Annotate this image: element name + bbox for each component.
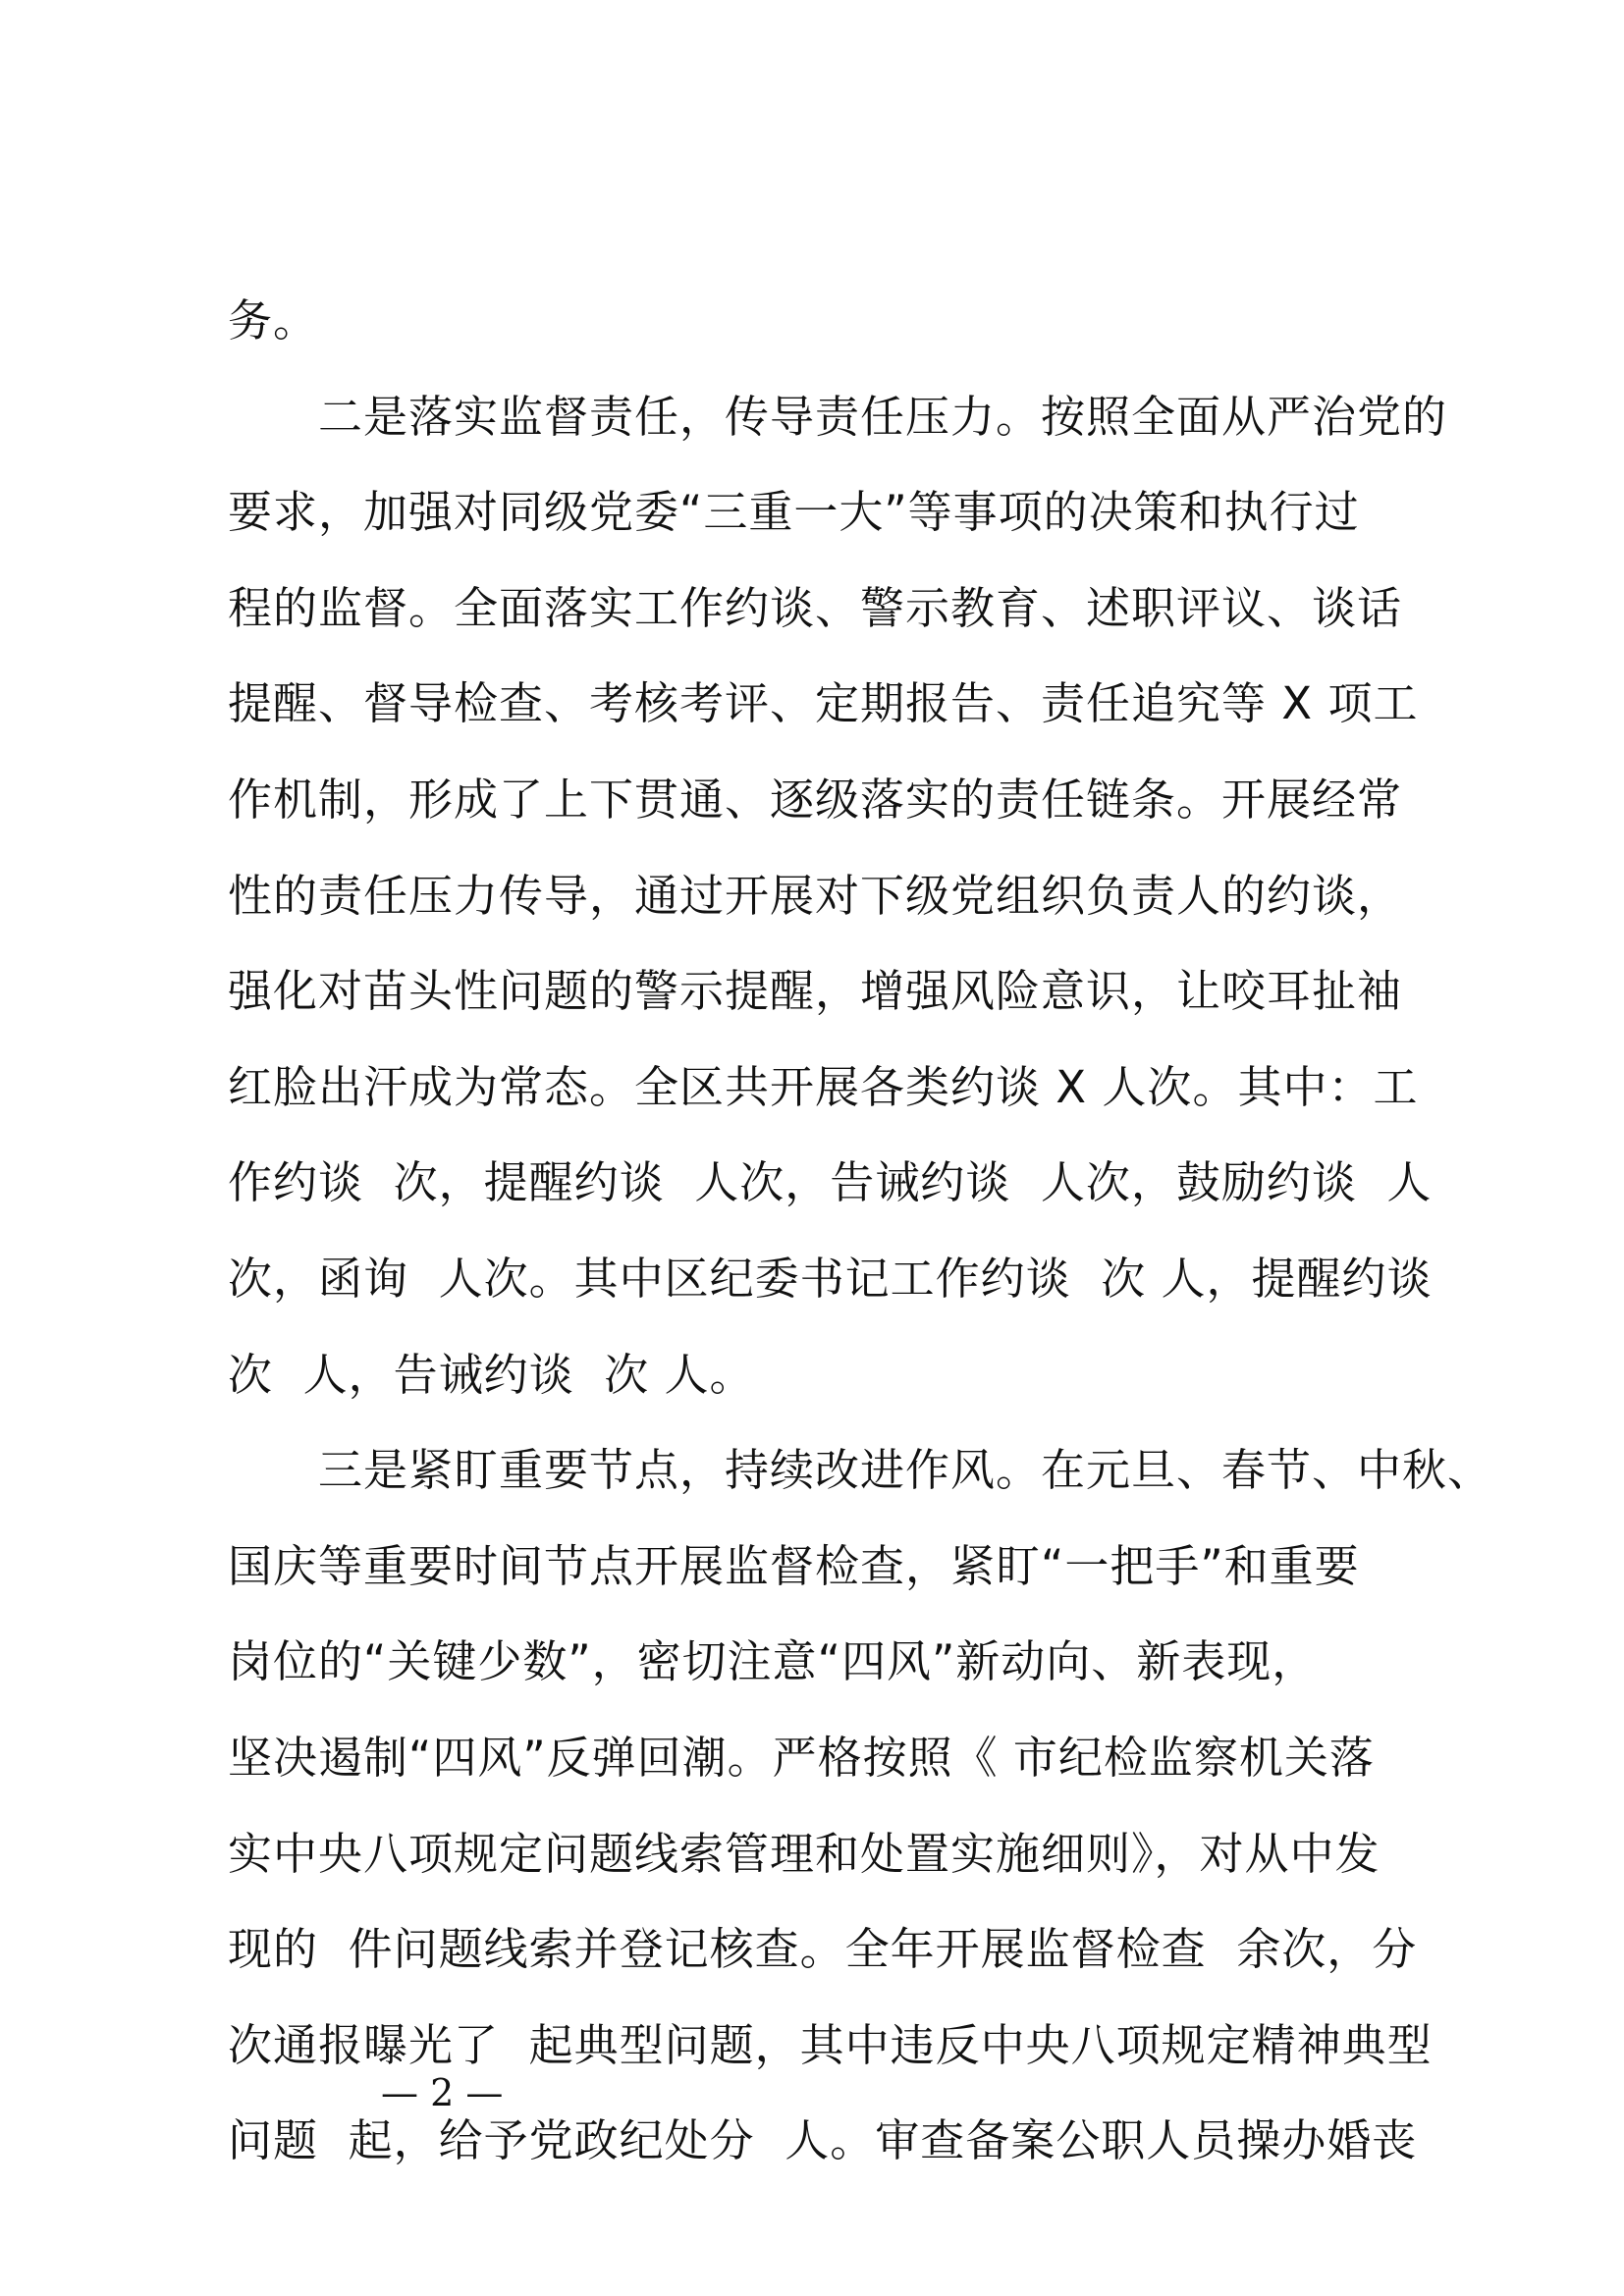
text-line: 作机制，形成了上下贯通、逐级落实的责任链条。开展经常 [228, 773, 1403, 826]
text-line: 次 人，告诫约谈 次 人。 [228, 1348, 755, 1401]
text-line: 坚决遏制“四风”反弹回潮。严格按照《 市纪检监察机关落 [228, 1731, 1375, 1784]
text-line: 次，函询 人次。其中区纪委书记工作约谈 次 人，提醒约谈 [228, 1252, 1433, 1305]
text-line: 提醒、督导检查、考核考评、定期报告、责任追究等 X 项工 [228, 677, 1419, 730]
page-number: — 2 — [381, 2071, 504, 2114]
text-line: 三是紧盯重要节点，持续改进作风。在元旦、春节、中秋、 [228, 1444, 1493, 1497]
text-line: 作约谈 次，提醒约谈 人次，告诫约谈 人次，鼓励约谈 人 [228, 1156, 1433, 1209]
text-line: 务。 [228, 294, 319, 347]
text-line: 次通报曝光了 起典型问题，其中违反中央八项规定精神典型 [228, 2018, 1433, 2071]
text-line: 实中央八项规定问题线索管理和处置实施细则》，对从中发 [228, 1827, 1380, 1880]
text-line: 国庆等重要时间节点开展监督检查，紧盯“一把手”和重要 [228, 1539, 1360, 1592]
text-line: 强化对苗头性问题的警示提醒，增强风险意识，让咬耳扯袖 [228, 965, 1403, 1018]
text-line: 二是落实监督责任，传导责任压力。按照全面从严治党的 [228, 390, 1448, 443]
text-line: 岗位的“关键少数”，密切注意“四风”新动向、新表现， [228, 1635, 1318, 1688]
text-line: 现的 件问题线索并登记核查。全年开展监督检查 余次，分 [228, 1923, 1418, 1976]
text-line: 红脸出汗成为常态。全区共开展各类约谈 X 人次。其中：工 [228, 1060, 1419, 1113]
text-line: 问题 起，给予党政纪处分 人。审查备案公职人员操办婚丧 [228, 2114, 1418, 2167]
body-text [228, 273, 1493, 2189]
text-line: 性的责任压力传导，通过开展对下级党组织负责人的约谈， [228, 869, 1403, 922]
text-line: 程的监督。全面落实工作约谈、警示教育、述职评议、谈话 [228, 581, 1403, 634]
text-line: 要求，加强对同级党委“三重一大”等事项的决策和执行过 [228, 486, 1360, 539]
